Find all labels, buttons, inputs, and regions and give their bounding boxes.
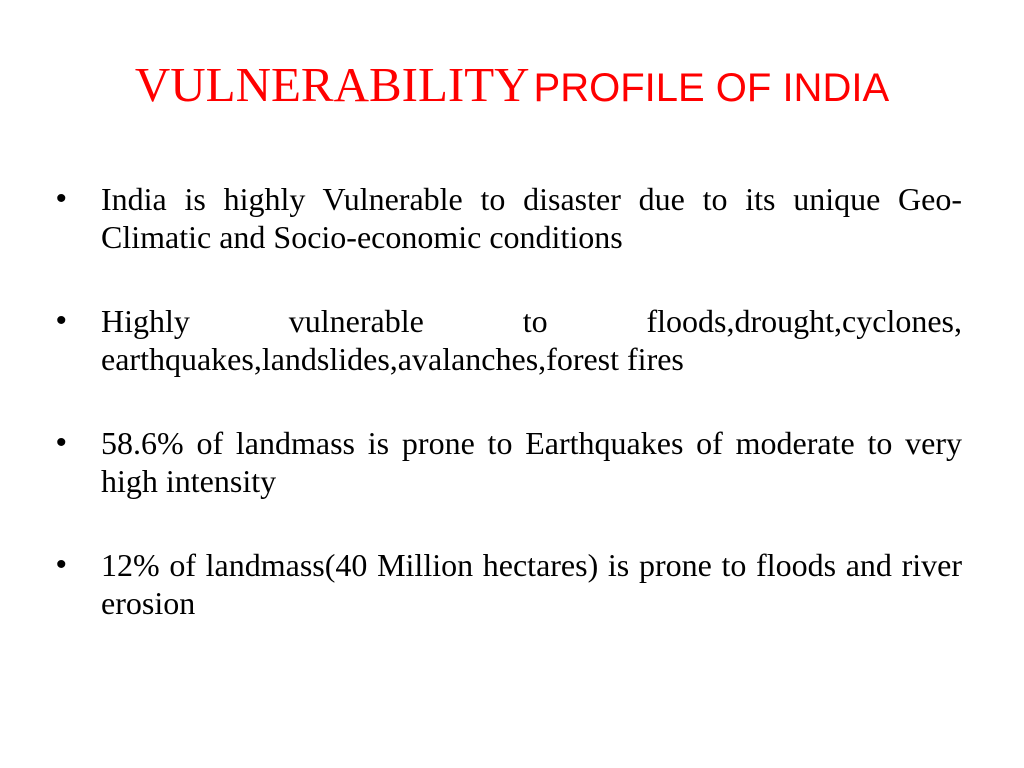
bullet-item	[56, 424, 962, 500]
bullet-text: 58.6% of landmass is prone to Earthquakes of moderate to very high intensity	[101, 425, 962, 499]
bullet-item	[56, 546, 962, 622]
bullet-list	[56, 180, 962, 668]
bullet-dot-icon: •	[56, 182, 67, 215]
bullet-dot-icon: •	[56, 426, 67, 459]
bullet-text: Highly vulnerable to floods,drought,cyclones, earthquakes,landslides,avalanches,forest fires	[101, 303, 962, 377]
title-part-2: PROFILE OF INDIA	[533, 66, 890, 110]
bullet-text: 12% of landmass(40 Million hectares) is prone to floods and river erosion	[101, 547, 962, 621]
bullet-dot-icon: •	[56, 548, 67, 581]
title-part-1: VULNERABILITY	[134, 57, 530, 112]
bullet-text: India is highly Vulnerable to disaster due to its unique Geo-Climatic and Socio-economic conditions	[101, 181, 962, 255]
bullet-dot-icon: •	[56, 304, 67, 337]
bullet-item	[56, 180, 962, 256]
bullet-item	[56, 302, 962, 378]
slide-title	[0, 57, 1024, 112]
